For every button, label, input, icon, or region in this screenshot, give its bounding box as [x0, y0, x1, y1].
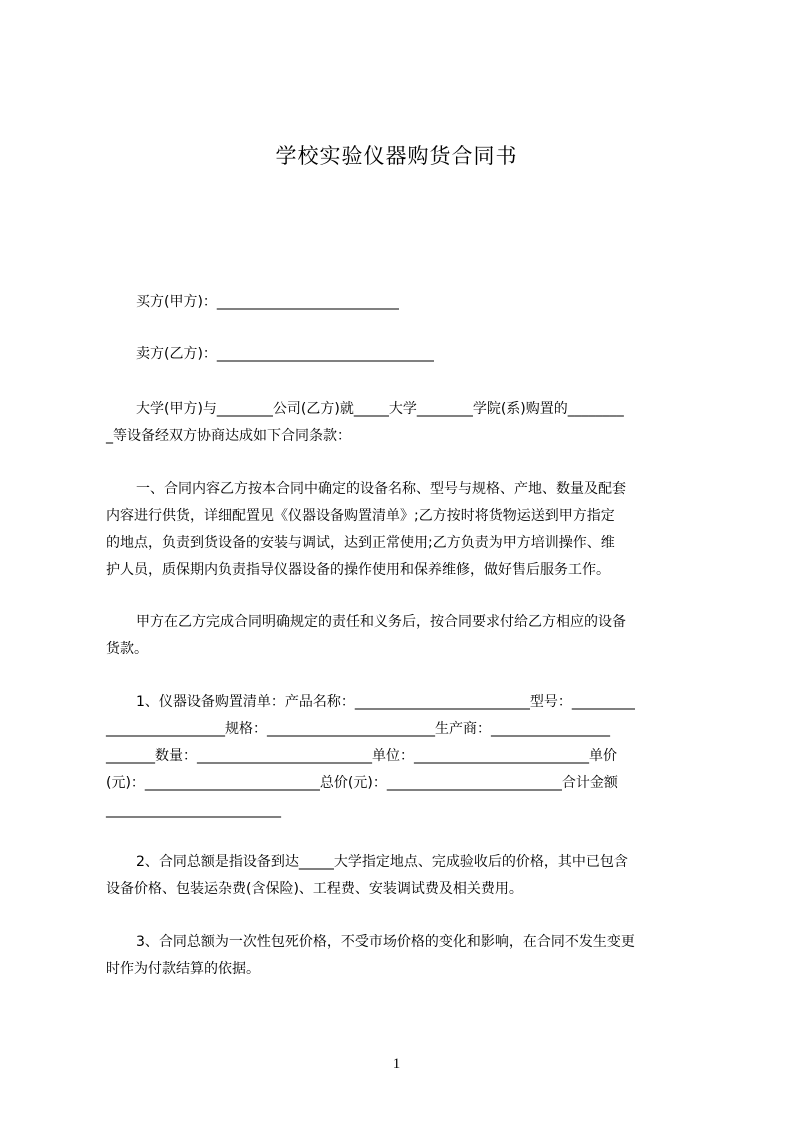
clause-one-line: 内容进行供货，详细配置见《仪器设备购置清单》;乙方按时将货物运送到甲方指定: [106, 508, 615, 524]
intro-line: _等设备经双方协商达成如下合同条款：: [106, 428, 351, 444]
seller-line: 卖方(乙方)：_______________________________: [136, 346, 434, 362]
item-one-line: (元)：_________________________总价(元)：_________________________合计金额: [106, 775, 618, 791]
item-one-line: _________________________: [106, 802, 281, 818]
payment-line: 甲方在乙方完成合同明确规定的责任和义务后，按合同要求付给乙方相应的设备: [136, 614, 626, 630]
item-one-line: _______数量：_________________________单位：_________________________单价: [106, 748, 617, 764]
document-title: 学校实验仪器购货合同书: [275, 144, 518, 168]
clause-one-line: 的地点，负责到货设备的安装与调试，达到正常使用;乙方负责为甲方培训操作、维: [106, 535, 615, 551]
payment-line: 货款。: [106, 641, 148, 657]
intro-line: 大学(甲方)与________公司(乙方)就_____大学________学院(系)购置的________: [136, 401, 624, 417]
clause-one-line: 护人员，质保期内负责指导仪器设备的操作使用和保养维修，做好售后服务工作。: [106, 562, 610, 578]
item-two-line: 设备价格、包装运杂费(含保险)、工程费、安装调试费及相关费用。: [106, 881, 523, 897]
item-one-line: 1、仪器设备购置清单：产品名称：_________________________型号：_________: [136, 694, 635, 710]
clause-one-line: 一、合同内容乙方按本合同中确定的设备名称、型号与规格、产地、数量及配套: [136, 481, 626, 497]
item-one-line: _________________规格：________________________生产商：_________________: [106, 721, 610, 737]
item-three-line: 3、合同总额为一次性包死价格，不受市场价格的变化和影响，在合同不发生变更: [136, 934, 635, 950]
buyer-line: 买方(甲方)：__________________________: [136, 294, 399, 310]
page-number: 1: [392, 1056, 401, 1072]
item-two-line: 2、合同总额是指设备到达_____大学指定地点、完成验收后的价格，其中已包含: [136, 854, 628, 870]
item-three-line: 时作为付款结算的依据。: [106, 961, 260, 977]
